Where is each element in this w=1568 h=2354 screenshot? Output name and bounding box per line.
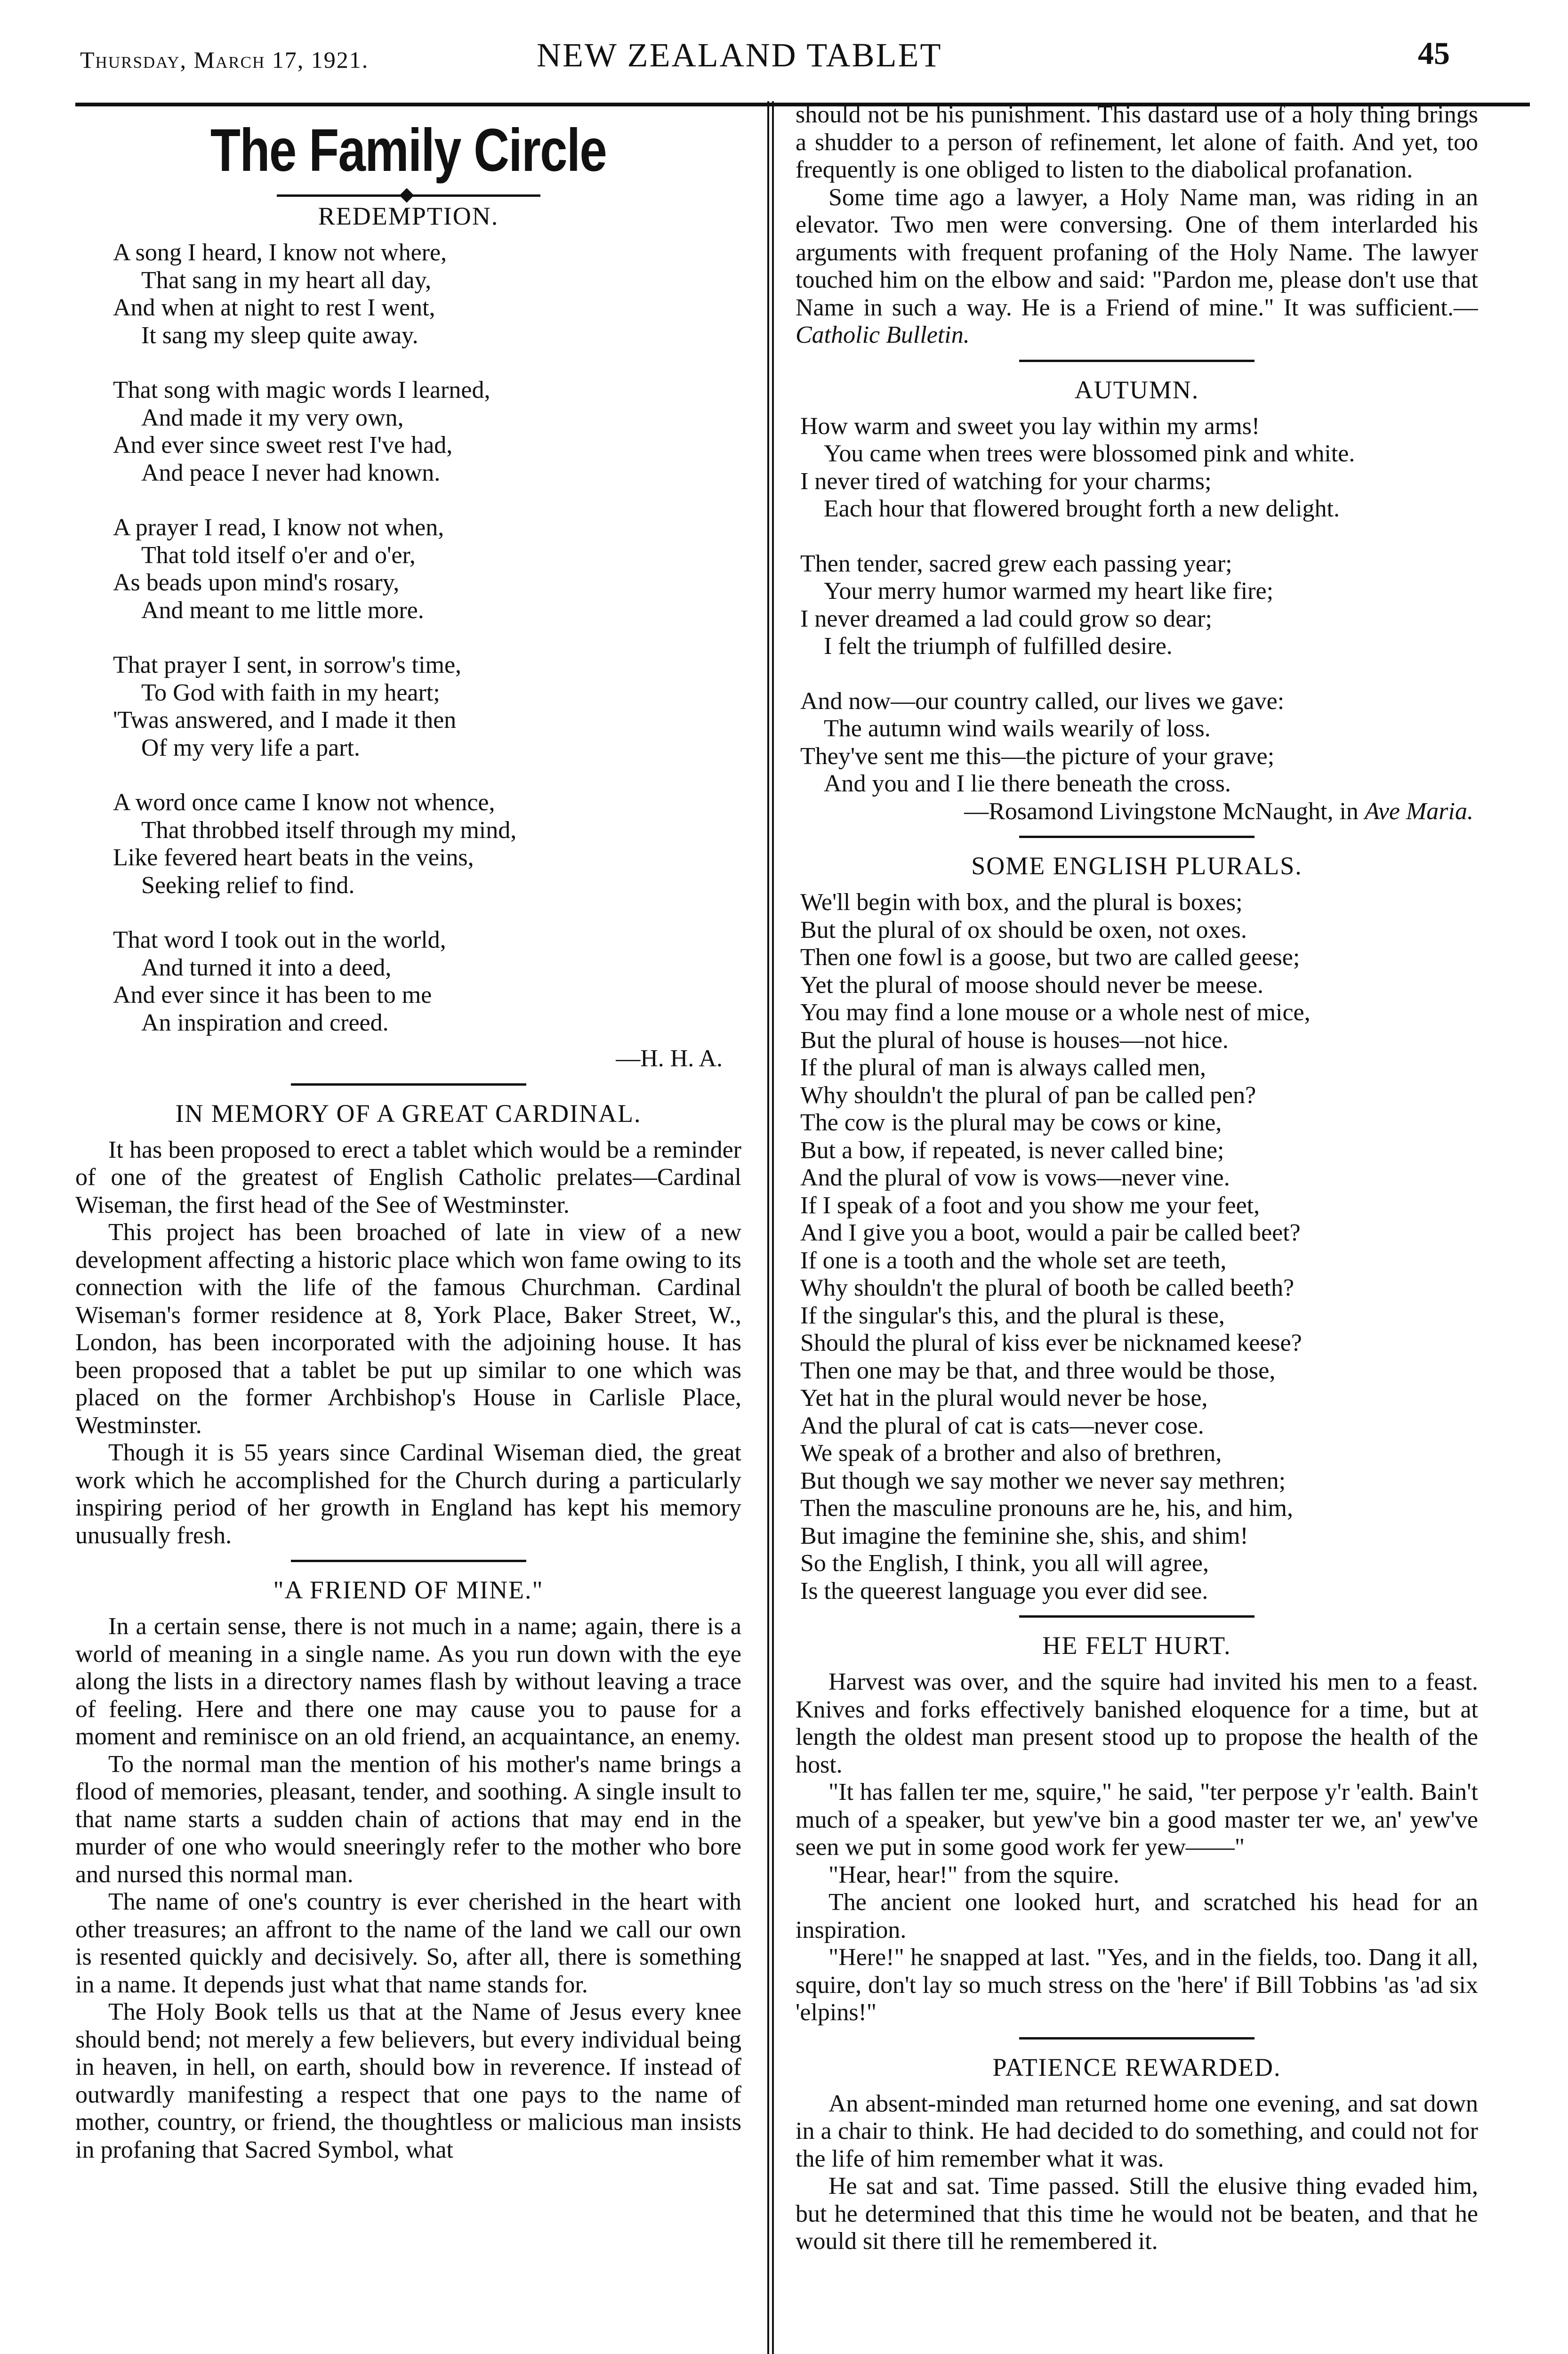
poem-line: And the plural of vow is vows—never vine. (800, 1164, 1230, 1191)
poem-line: Yet the plural of moose should never be meese. (800, 971, 1263, 999)
cardinal-paragraph: It has been proposed to erect a tablet which would be a reminder of one of the greatest of English Catholic prelates—Cardinal Wiseman, the first head of the See of Westminster. (75, 1136, 741, 1218)
poem-line: The cow is the plural may be cows or kine, (800, 1109, 1222, 1136)
cardinal-title: IN MEMORY OF A GREAT CARDINAL. (175, 1099, 642, 1128)
right-column (796, 101, 1478, 2354)
poem-line: An inspiration and creed. (141, 1009, 389, 1036)
hurt-title: HE FELT HURT. (1042, 1631, 1231, 1660)
poem-line: And made it my very own, (141, 404, 404, 431)
poem-stanza (75, 377, 741, 487)
poem-stanza (75, 927, 741, 1037)
section-rule (291, 1083, 526, 1086)
friend-paragraph: The name of one's country is ever cherished in the heart with other treasures; an affront to the name of the land we call our own is resented quickly and decisively. So, after all, there is something in a name. It depends just what that name stands for. (75, 1888, 741, 1998)
redemption-title: REDEMPTION. (318, 202, 499, 230)
cardinal-paragraph: This project has been broached of late in view of a new development affecting a historic place which won fame owing to its connection with the life of the famous Churchman. Cardinal Wiseman's former residence at 8, York Place, Baker Street, W., London, has been incorporated with the adjoining house. It has been proposed that a tablet be put up similar to one which was placed on the former Archbishop's House in Carlisle Place, Westminster. (75, 1219, 741, 1439)
poem-line: And peace I never had known. (141, 459, 441, 486)
poem-line: Then one fowl is a goose, but two are called geese; (800, 944, 1300, 971)
poem-line: Then the masculine pronouns are he, his, and him, (800, 1495, 1293, 1522)
poem-line: And ever since sweet rest I've had, (113, 432, 453, 459)
poem-line: That throbbed itself through my mind, (141, 816, 517, 844)
poem-line: So the English, I think, you all will agree, (800, 1550, 1209, 1577)
poem-line: But the plural of house is houses—not hice. (800, 1026, 1229, 1054)
friend-paragraph: The Holy Book tells us that at the Name of Jesus every knee should bend; not merely a few believers, but every individual being in heaven, in hell, on earth, should bow in reverence. If instead of outwardly manifesting a respect that one pays to the name of mother, country, or friend, the thoughtless or malicious man insists in profaning that Sacred Symbol, what (75, 1999, 741, 2163)
poem-line: That sang in my heart all day, (141, 266, 432, 294)
poem-line: Seeking relief to find. (141, 871, 355, 899)
poem-line: Each hour that flowered brought forth a new delight. (824, 495, 1340, 522)
poem-line: Like fevered heart beats in the veins, (113, 844, 474, 871)
newspaper-title: NEW ZEALAND TABLET (537, 36, 942, 74)
poem-line: A prayer I read, I know not when, (113, 514, 444, 541)
poem-line: Why shouldn't the plural of pan be called pen? (800, 1081, 1256, 1109)
plurals-poem (796, 889, 1478, 1605)
poem-line: You may find a lone mouse or a whole nest of mice, (800, 999, 1311, 1026)
poem-line: Should the plural of kiss ever be nicknamed keese? (800, 1330, 1302, 1356)
poem-signature: —H. H. A. (616, 1045, 723, 1072)
poem-line: That prayer I sent, in sorrow's time, (113, 652, 462, 678)
column-divider (767, 101, 774, 2354)
poem-line: But a bow, if repeated, is never called bine; (800, 1137, 1224, 1164)
poem-line: I felt the triumph of fulfilled desire. (824, 633, 1173, 660)
hurt-paragraph: "It has fallen ter me, squire," he said, "ter perpose y'r 'ealth. Bain't much of a speaker, but yew've bin a good master ter we, an' yew've seen we put in some good work fer yew——" (796, 1779, 1478, 1861)
poem-line: And now—our country called, our lives we gave: (800, 687, 1285, 715)
poem-line: That word I took out in the world, (113, 927, 446, 953)
anecdote-source: Catholic Bulletin. (796, 322, 970, 348)
patience-paragraph: He sat and sat. Time passed. Still the elusive thing evaded him, but he determined that this time he would not be beaten, and that he would sit there till he remembered it. (796, 2173, 1478, 2255)
friend-paragraph: In a certain sense, there is not much in a name; again, there is a world of meaning in a single name. As you run down with the eye along the lists in a directory names flash by without leaving a trace of feeling. Here and there one may cause you to pause for a moment and reminisce on an old friend, an acquaintance, an enemy. (75, 1613, 741, 1750)
poem-line: And ever since it has been to me (113, 982, 432, 1008)
patience-title: PATIENCE REWARDED. (992, 2053, 1281, 2081)
poem-line: Is the queerest language you ever did see. (800, 1577, 1208, 1604)
section-rule (1019, 2037, 1254, 2040)
page-header (56, 33, 1469, 78)
poem-line: That song with magic words I learned, (113, 377, 491, 403)
hurt-paragraph: "Here!" he snapped at last. "Yes, and in the fields, too. Dang it all, squire, don't lay so much stress on the 'here' if Bill Tobbins 'as 'ad six 'elpins!" (796, 1944, 1478, 2026)
poem-line: Why shouldn't the plural of booth be called beeth? (800, 1274, 1295, 1301)
poem-stanza (75, 514, 741, 624)
page-number: 45 (1418, 35, 1450, 71)
credit-source: Ave Maria. (1364, 798, 1473, 825)
poem-line: But though we say mother we never say methren; (800, 1467, 1286, 1494)
poem-stanza (75, 789, 741, 899)
poem-line: How warm and sweet you lay within my arms! (800, 412, 1260, 440)
poem-line: The autumn wind wails wearily of loss. (824, 715, 1211, 742)
family-circle-title: The Family Circle (210, 117, 607, 184)
poem-line: And the plural of cat is cats—never cose. (800, 1412, 1204, 1439)
poem-line: And I give you a boot, would a pair be called beet? (800, 1219, 1301, 1246)
poem-line: And when at night to rest I went, (113, 294, 435, 321)
poem-line: If the plural of man is always called men, (800, 1054, 1206, 1081)
patience-paragraph: An absent-minded man returned home one evening, and sat down in a chair to think. He had decided to do something, and could not for the life of him remember what it was. (796, 2090, 1478, 2172)
hurt-paragraph: The ancient one looked hurt, and scratched his head for an inspiration. (796, 1889, 1478, 1943)
poem-line: A song I heard, I know not where, (113, 239, 447, 266)
poem-line: And turned it into a deed, (141, 954, 392, 981)
poem-stanza (75, 239, 741, 349)
friend-continued: should not be his punishment. This dastard use of a holy thing brings a shudder to a person of refinement, let alone of faith. And yet, too frequently is one obliged to listen to the diabolical profanation. (796, 101, 1478, 183)
poem-line: If the singular's this, and the plural is these, (800, 1302, 1225, 1329)
poem-stanza (796, 413, 1478, 523)
section-rule (291, 1560, 526, 1562)
poem-line: And meant to me little more. (141, 597, 424, 624)
autumn-title: AUTUMN. (1074, 375, 1199, 404)
autumn-poem (796, 413, 1478, 826)
poem-line: A word once came I know not whence, (113, 789, 495, 816)
poem-line: We speak of a brother and also of brethren, (800, 1440, 1222, 1467)
poem-line: As beads upon mind's rosary, (113, 569, 400, 596)
poem-line: But imagine the feminine she, shis, and shim! (800, 1522, 1248, 1549)
poem-line: Then one may be that, and three would be those, (800, 1357, 1276, 1384)
poem-stanza (796, 688, 1478, 798)
hurt-paragraph: "Hear, hear!" from the squire. (828, 1861, 1119, 1888)
left-column (75, 101, 741, 2354)
redemption-poem (75, 239, 741, 1073)
poem-line: I never dreamed a lad could grow so dear; (800, 605, 1212, 632)
friend-title: "A FRIEND OF MINE." (273, 1576, 544, 1604)
section-rule (1019, 836, 1254, 838)
poem-line: 'Twas answered, and I made it then (113, 707, 457, 734)
poem-line: Of my very life a part. (141, 734, 360, 761)
poem-line: But the plural of ox should be oxen, not oxes. (800, 916, 1247, 943)
plurals-title: SOME ENGLISH PLURALS. (971, 852, 1303, 880)
poem-line: To God with faith in my heart; (141, 679, 440, 706)
hurt-paragraph: Harvest was over, and the squire had invited his men to a feast. Knives and forks effectively banished eloquence for a time, but at length the oldest man present stood up to propose the health of the host. (796, 1669, 1478, 1778)
poem-line: Then tender, sacred grew each passing year; (800, 550, 1232, 577)
poem-line: And you and I lie there beneath the cross. (824, 770, 1231, 797)
credit-author: —Rosamond Livingstone McNaught, in (964, 798, 1365, 825)
poem-line: They've sent me this—the picture of your grave; (800, 742, 1275, 770)
poem-line: Yet hat in the plural would never be hose, (800, 1385, 1208, 1411)
poem-credit (796, 798, 1478, 826)
poem-line: I never tired of watching for your charms; (800, 468, 1212, 495)
section-rule (1019, 360, 1254, 362)
poem-line: If I speak of a foot and you show me your feet, (800, 1192, 1260, 1219)
ornament-rule (277, 194, 540, 197)
section-rule (1019, 1615, 1254, 1618)
anecdote-text: Some time ago a lawyer, a Holy Name man, was riding in an elevator. Two men were conversing. One of them interlarded his arguments with frequent profaning of the Holy Name. The lawyer touched him on the elbow and said: "Pardon me, please don't use that Name in such a way. He is a Friend of mine." It was sufficient.— (796, 184, 1478, 321)
friend-anecdote (796, 184, 1478, 349)
poem-line: Your merry humor warmed my heart like fire; (824, 578, 1274, 605)
poem-line: It sang my sleep quite away. (141, 322, 418, 349)
issue-date: Thursday, March 17, 1921. (80, 47, 369, 73)
poem-line: If one is a tooth and the whole set are teeth, (800, 1247, 1227, 1274)
poem-line: You came when trees were blossomed pink and white. (824, 440, 1355, 467)
poem-line: We'll begin with box, and the plural is boxes; (800, 889, 1243, 916)
cardinal-paragraph: Though it is 55 years since Cardinal Wiseman died, the great work which he accomplished for the Church during a particularly inspiring period of her growth in England has kept his memory unusually fresh. (75, 1439, 741, 1549)
poem-stanza (75, 652, 741, 762)
friend-paragraph: To the normal man the mention of his mother's name brings a flood of memories, pleasant, tender, and soothing. A single insult to that name starts a sudden chain of actions that may end in the murder of one who would sneeringly refer to the mother who bore and nursed this normal man. (75, 1750, 741, 1888)
poem-stanza (796, 550, 1478, 661)
poem-line: That told itself o'er and o'er, (141, 541, 416, 569)
